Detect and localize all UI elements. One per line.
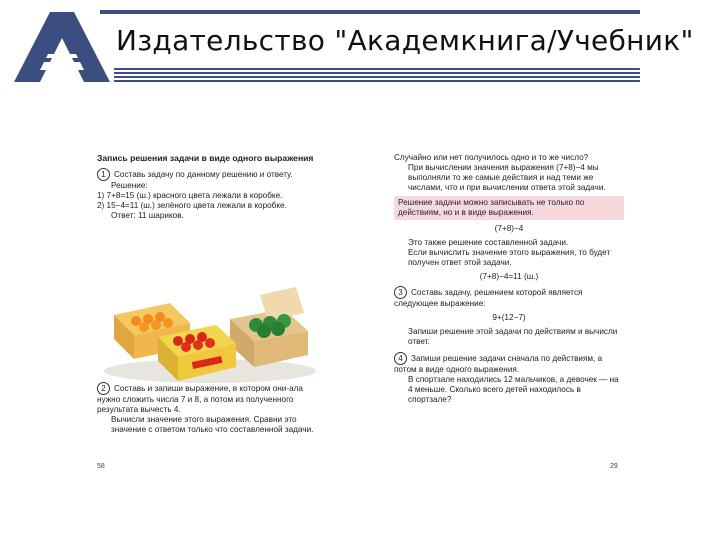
publisher-logo-icon — [14, 12, 110, 82]
task-number: 4 — [394, 352, 407, 365]
left-heading: Запись решения задачи в виде одного выражения — [97, 153, 314, 163]
right-page — [394, 153, 624, 405]
task-4-text: Запиши решение задачи сначала по действиям, а потом в виде одного выражения. — [394, 354, 603, 374]
question-text: Случайно или нет получилось одно и то же число? — [394, 153, 589, 162]
question-explanation: При вычислении значения выражения (7+8)−4 мы выполняли то же самые действия и над теми же числами, что и при вычислении ответа этой задачи. — [408, 163, 606, 192]
formula-2: (7+8)−4=11 (ш.) — [479, 272, 539, 281]
text-3: Если вычислить значение этого выражения, то будет получен ответ этой задачи. — [408, 248, 611, 267]
text-2: Это также решение составленной задачи. — [408, 238, 569, 247]
solution-step-1: 1) 7+8=15 (ш.) красного цвета лежали в коробке. — [97, 191, 283, 200]
task-4 — [394, 352, 624, 375]
page-title: Издательство "Академкнига/Учебник" — [116, 24, 694, 57]
boxes-of-balls-illustration — [100, 275, 320, 385]
task-number: 1 — [97, 168, 110, 181]
task-number: 3 — [394, 286, 407, 299]
task-number: 2 — [97, 382, 110, 395]
task-2 — [97, 382, 327, 415]
answer-text: Ответ: 11 шариков. — [111, 211, 184, 220]
task-1 — [97, 168, 327, 181]
task-4-extra: В спортзале находились 12 мальчиков, а девочек — на 4 меньше. Сколько всего детей находилось в спортзале? — [408, 375, 619, 404]
left-page-number: 58 — [97, 463, 105, 470]
task-2-extra: Вычисли значение этого выражения. Сравни это значение с ответом только что составленной задачи. — [111, 415, 314, 434]
task-2-text: Составь и запиши выражение, в котором они-ала нужно сложить числа 7 и 8, а потом из полученного результата вычесть 4. — [97, 384, 303, 414]
banner-lines — [114, 68, 640, 82]
left-page-lower — [97, 382, 327, 435]
solution-step-2: 2) 15−4=11 (ш.) зелёного цвета лежали в коробке. — [97, 201, 287, 210]
rule-highlight: Решение задачи можно записывать не только по действиям, но и в виде выражения. — [394, 196, 624, 220]
task-3 — [394, 286, 624, 309]
task-3-extra: Запиши решение этой задачи по действиям и вычисли ответ. — [408, 327, 618, 346]
formula-3: 9+(12−7) — [492, 313, 526, 322]
formula-1: (7+8)−4 — [494, 224, 524, 233]
solution-label: Решение: — [111, 181, 148, 190]
task-3-text: Составь задачу, решением которой является следующее выражение: — [394, 288, 583, 308]
left-page — [97, 153, 327, 221]
right-page-number: 29 — [610, 463, 618, 470]
task-1-text: Составь задачу по данному решению и ответу. — [114, 170, 293, 179]
